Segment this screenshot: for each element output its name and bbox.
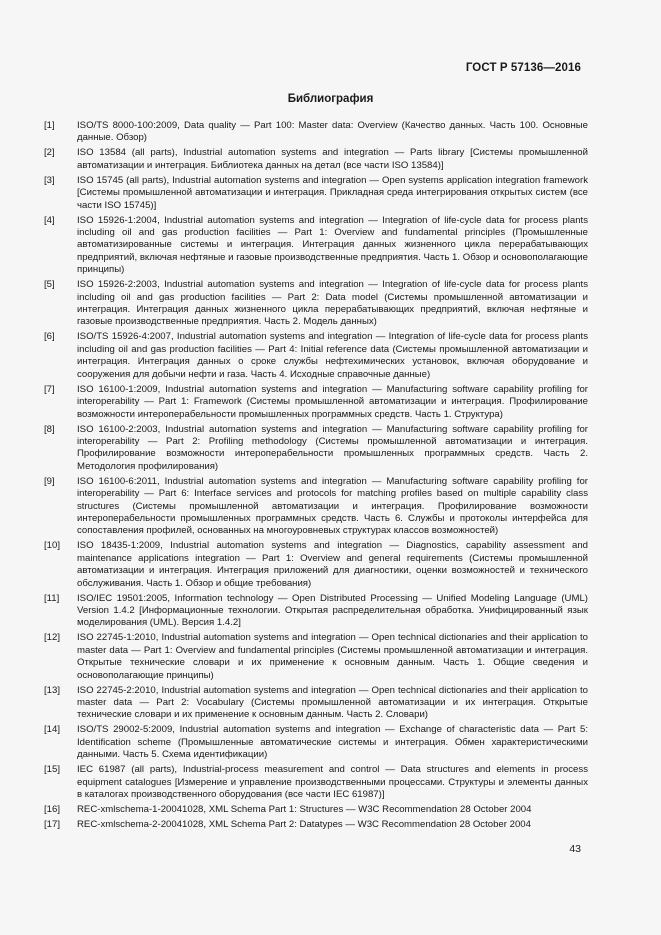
reference-item: [44, 819, 588, 831]
reference-number: [2]: [44, 147, 55, 159]
reference-text: ISO 13584 (all parts), Industrial automation systems and integration — Parts library [Системы промышленной автоматизации и интеграция. Библиотека данных на детал (все части ISO 13584)]: [77, 147, 588, 171]
reference-text: REC-xmlschema-1-20041028, XML Schema Part 1: Structures — W3C Recommendation 28 October 2004: [77, 804, 532, 816]
reference-item: [44, 804, 588, 816]
reference-text: IEC 61987 (all parts), Industrial-process measurement and control — Data structures and elements in process equipment catalogues [Измерение и управление производственными процессами. Структуры и элементы данных в каталогах производственного оборудования (все части IEC 61987)]: [77, 764, 588, 801]
reference-item: [44, 632, 588, 682]
reference-item: [44, 593, 588, 630]
reference-number: [3]: [44, 174, 55, 186]
reference-text: ISO 15926-1:2004, Industrial automation systems and integration — Integration of life-cycle data for process plants including oil and gas production facilities — Part 1: Overview and fundamental principles (Промышленные автоматизированные системы и интеграция. Интеграция данных жизненного цикла перерабатывающих предприятий, включая нефтяные и газовые производственные предприятия. Часть 1. Обзор и основополагающие принципы): [77, 214, 588, 276]
reference-item: [44, 331, 588, 381]
reference-text: ISO 16100-1:2009, Industrial automation systems and integration — Manufacturing software capability profiling for interoperability — Part 1: Framework (Системы промышленной автоматизации и интеграция. Профилирование возможности интероперабельности промышленных программных средств. Часть 1. Структура): [77, 383, 588, 420]
standard-code: ГОСТ Р 57136—2016: [465, 62, 581, 74]
page-number: 43: [569, 843, 581, 855]
reference-item: [44, 724, 588, 761]
reference-item: [44, 424, 588, 474]
bibliography-list: [44, 120, 588, 834]
reference-number: [8]: [44, 423, 55, 435]
reference-number: [1]: [44, 120, 55, 131]
reference-text: ISO/TS 15926-4:2007, Industrial automation systems and integration — Integration of life-cycle data for process plants including oil and gas production facilities — Part 4: Initial reference data (Системы промышленной автоматизации и интеграция. Интеграция данных о сроке службы нефтехимических установок, включая оборудование и сооружения для добычи нефти и газа. Часть 4. Исходные справочные данные): [77, 331, 588, 380]
reference-text: ISO 22745-2:2010, Industrial automation systems and integration — Open technical dictionaries and their application to master data — Part 2: Vocabulary (Системы промышленной автоматизации и их интеграция. Открытые технические словари и их применение к основным данным. Часть 2. Словари): [77, 684, 588, 721]
reference-text: ISO/TS 8000-100:2009, Data quality — Part 100: Master data: Overview (Качество данных. Часть 100. Основные данные. Обзор): [77, 120, 588, 144]
reference-text: ISO/IEC 19501:2005, Information technology — Open Distributed Processing — Unified Modeling Language (UML) Version 1.4.2 [Информационные технологии. Открытая распределительная обработка. Унифицированный язык моделирования (UML). Версия 1.4.2]: [77, 592, 588, 629]
reference-item: [44, 476, 588, 538]
reference-text: ISO 16100-6:2011, Industrial automation systems and integration — Manufacturing software capability profiling for interoperability — Part 6: Interface services and protocols for matching profiles based on multiple capability class structures (Системы промышленной автоматизации и интеграция. Профилирование возможности интероперабельности промышленных программных средств. Часть 6. Службы и протоколы интерфейса для сопоставления профилей, основанных на многоуровневых структурах классов возможностей): [77, 475, 588, 537]
reference-item: [44, 279, 588, 329]
reference-item: [44, 215, 588, 277]
reference-text: REC-xmlschema-2-20041028, XML Schema Part 2: Datatypes — W3C Recommendation 28 October 2004: [77, 819, 531, 831]
page-title: Библиография: [287, 93, 374, 105]
reference-text: ISO 15926-2:2003, Industrial automation systems and integration — Integration of life-cycle data for process plants including oil and gas production facilities — Part 2: Data model (Системы промышленной автоматизации и интеграция. Интеграция данных жизненного цикла перерабатывающих предприятий, включая нефтяные и газовые производственные предприятия. Часть 2. Модель данных): [77, 279, 588, 328]
reference-item: [44, 175, 588, 212]
reference-item: [44, 540, 588, 590]
reference-number: [6]: [44, 331, 55, 343]
reference-number: [4]: [44, 214, 55, 226]
reference-text: ISO 18435-1:2009, Industrial automation systems and integration — Diagnostics, capability assessment and maintenance applications integration — Part 1: Overview and general requirements (Системы промышленной автоматизации и интеграция. Интеграция приложений для диагностики, оценки возможностей и технического обслуживания. Часть 1. Обзор и общие требования): [77, 540, 588, 589]
reference-item: [44, 120, 588, 145]
reference-text: ISO 15745 (all parts), Industrial automation systems and integration — Open systems application integration framework [Системы промышленной автоматизации и интеграция. Прикладная среда интегрирования открытых систем (все части ISO 15745)]: [77, 174, 588, 211]
reference-number: [10]: [44, 540, 61, 552]
reference-number: [11]: [44, 592, 60, 604]
reference-item: [44, 384, 588, 421]
reference-item: [44, 764, 588, 801]
reference-number: [16]: [44, 804, 61, 816]
reference-item: [44, 685, 588, 722]
reference-number: [7]: [44, 383, 55, 395]
reference-number: [15]: [44, 764, 61, 776]
reference-number: [17]: [44, 819, 61, 831]
reference-text: ISO 16100-2:2003, Industrial automation systems and integration — Manufacturing software capability profiling for interoperability — Part 2: Profiling methodology (Системы промышленной автоматизации и интеграция. Профилирование возможности интероперабельности промышленных программных средств. Часть 2. Методология профилирования): [77, 423, 588, 472]
reference-text: ISO/TS 29002-5:2009, Industrial automation systems and integration — Exchange of characteristic data — Part 5: Identification scheme (Промышленные автоматические системы и интеграция. Обмен характеристическими данными. Часть 5. Схема идентификации): [77, 724, 588, 761]
reference-number: [13]: [44, 684, 61, 696]
reference-number: [5]: [44, 279, 55, 291]
reference-number: [9]: [44, 475, 55, 487]
reference-number: [12]: [44, 632, 61, 644]
reference-text: ISO 22745-1:2010, Industrial automation systems and integration — Open technical dictionaries and their application to master data — Part 1: Overview and fundamental principles (Системы промышленной автоматизации и интеграция. Открытые технические словари и их применение к основным данным. Часть 1. Общие сведения и основополагающие принципы): [77, 632, 588, 681]
reference-number: [14]: [44, 724, 61, 736]
reference-item: [44, 147, 588, 172]
